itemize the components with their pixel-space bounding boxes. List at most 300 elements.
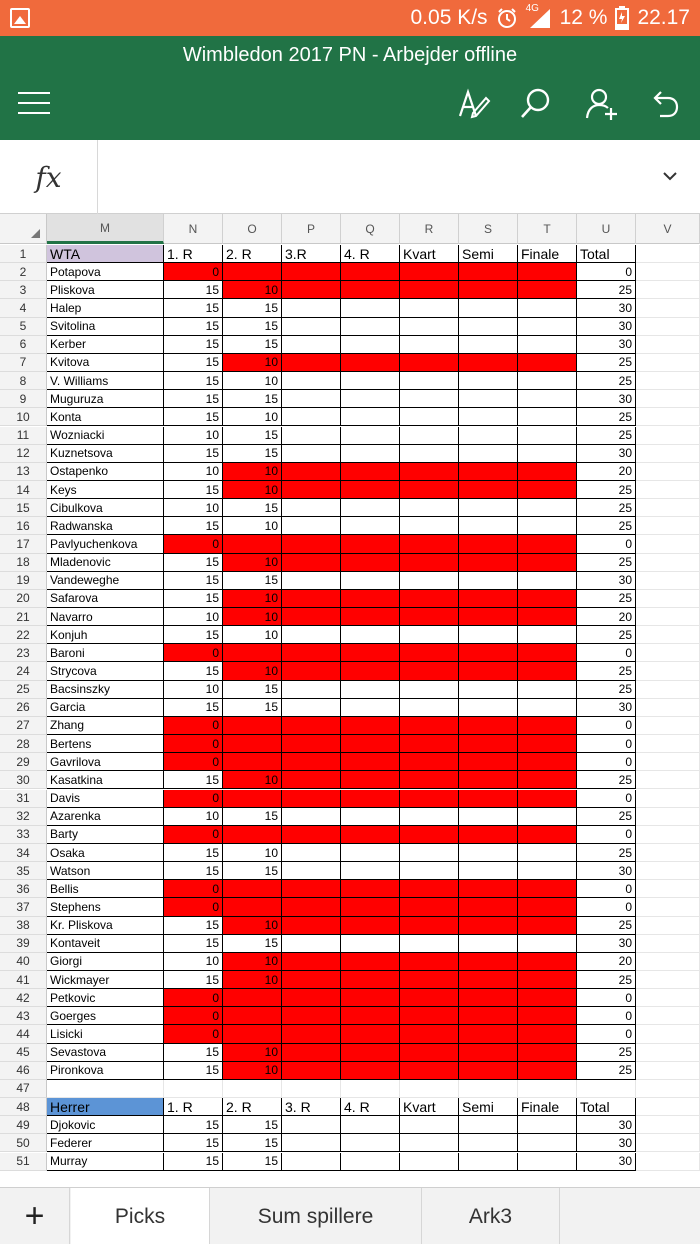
- cell[interactable]: [636, 790, 700, 808]
- round1-cell[interactable]: 15: [164, 862, 223, 880]
- row-number[interactable]: 18: [0, 554, 47, 572]
- row-number[interactable]: 26: [0, 699, 47, 717]
- round-cell[interactable]: [341, 644, 400, 662]
- round-cell[interactable]: [282, 681, 341, 699]
- round-cell[interactable]: [518, 608, 577, 626]
- round2-cell[interactable]: [223, 535, 282, 553]
- cell[interactable]: [636, 626, 700, 644]
- row-number[interactable]: 39: [0, 935, 47, 953]
- round-cell[interactable]: [282, 354, 341, 372]
- round-cell[interactable]: [459, 1134, 518, 1152]
- round-cell[interactable]: [400, 517, 459, 535]
- round2-cell[interactable]: 15: [223, 390, 282, 408]
- round-cell[interactable]: [400, 971, 459, 989]
- round-cell[interactable]: [341, 499, 400, 517]
- total-cell[interactable]: 25: [577, 844, 636, 862]
- total-cell[interactable]: 25: [577, 1062, 636, 1080]
- total-cell[interactable]: 0: [577, 989, 636, 1007]
- round2-cell[interactable]: [223, 263, 282, 281]
- total-cell[interactable]: 20: [577, 953, 636, 971]
- cell[interactable]: [164, 1080, 223, 1098]
- player-name-cell[interactable]: Cibulkova: [47, 499, 164, 517]
- round-cell[interactable]: [459, 917, 518, 935]
- total-cell[interactable]: 0: [577, 1007, 636, 1025]
- total-cell[interactable]: 0: [577, 644, 636, 662]
- total-cell[interactable]: 0: [577, 880, 636, 898]
- section-title-cell[interactable]: WTA: [47, 245, 164, 263]
- row-number[interactable]: 45: [0, 1044, 47, 1062]
- round-cell[interactable]: [518, 263, 577, 281]
- player-name-cell[interactable]: Barty: [47, 826, 164, 844]
- cell[interactable]: [636, 554, 700, 572]
- round-cell[interactable]: [400, 263, 459, 281]
- total-cell[interactable]: 30: [577, 572, 636, 590]
- round-cell[interactable]: [282, 1153, 341, 1171]
- cell[interactable]: [636, 935, 700, 953]
- round1-cell[interactable]: 15: [164, 971, 223, 989]
- column-header-n[interactable]: N: [164, 214, 223, 244]
- round-cell[interactable]: [518, 390, 577, 408]
- cell[interactable]: [636, 844, 700, 862]
- round-cell[interactable]: [459, 898, 518, 916]
- round-cell[interactable]: [282, 971, 341, 989]
- round-cell[interactable]: [282, 844, 341, 862]
- row-number[interactable]: 23: [0, 644, 47, 662]
- cell[interactable]: [341, 1080, 400, 1098]
- row-number[interactable]: 43: [0, 1007, 47, 1025]
- total-cell[interactable]: 30: [577, 445, 636, 463]
- round-cell[interactable]: [341, 463, 400, 481]
- round2-cell[interactable]: 15: [223, 935, 282, 953]
- round1-cell[interactable]: 15: [164, 481, 223, 499]
- round-cell[interactable]: [341, 445, 400, 463]
- row-number[interactable]: 21: [0, 608, 47, 626]
- round-cell[interactable]: [400, 681, 459, 699]
- round-cell[interactable]: [341, 989, 400, 1007]
- tab-picks[interactable]: Picks: [71, 1188, 210, 1244]
- round2-cell[interactable]: 10: [223, 626, 282, 644]
- round1-cell[interactable]: 10: [164, 608, 223, 626]
- round-cell[interactable]: [282, 808, 341, 826]
- round-cell[interactable]: [400, 608, 459, 626]
- round1-cell[interactable]: 10: [164, 463, 223, 481]
- round-cell[interactable]: [400, 408, 459, 426]
- round1-cell[interactable]: 15: [164, 554, 223, 572]
- row-number[interactable]: 41: [0, 971, 47, 989]
- round-cell[interactable]: [282, 572, 341, 590]
- cell[interactable]: [636, 953, 700, 971]
- round-cell[interactable]: [459, 953, 518, 971]
- round-cell[interactable]: [282, 499, 341, 517]
- round-cell[interactable]: [518, 517, 577, 535]
- round1-cell[interactable]: 15: [164, 372, 223, 390]
- player-name-cell[interactable]: Strycova: [47, 662, 164, 680]
- round-cell[interactable]: [459, 880, 518, 898]
- total-cell[interactable]: 20: [577, 608, 636, 626]
- round-cell[interactable]: [518, 445, 577, 463]
- round-cell[interactable]: [518, 408, 577, 426]
- player-name-cell[interactable]: Mladenovic: [47, 554, 164, 572]
- round1-cell[interactable]: 15: [164, 935, 223, 953]
- round-cell[interactable]: [518, 535, 577, 553]
- round-cell[interactable]: [518, 572, 577, 590]
- total-cell[interactable]: 25: [577, 517, 636, 535]
- round2-cell[interactable]: 10: [223, 971, 282, 989]
- round-cell[interactable]: [341, 826, 400, 844]
- cell[interactable]: [636, 318, 700, 336]
- cell[interactable]: [282, 1080, 341, 1098]
- round-cell[interactable]: [341, 953, 400, 971]
- round-cell[interactable]: [282, 263, 341, 281]
- round-cell[interactable]: [400, 481, 459, 499]
- round-cell[interactable]: [341, 427, 400, 445]
- round-cell[interactable]: [459, 318, 518, 336]
- round1-cell[interactable]: 15: [164, 572, 223, 590]
- round-cell[interactable]: [341, 790, 400, 808]
- total-cell[interactable]: 25: [577, 281, 636, 299]
- round-cell[interactable]: [459, 753, 518, 771]
- total-cell[interactable]: 0: [577, 898, 636, 916]
- round1-cell[interactable]: 15: [164, 318, 223, 336]
- round-cell[interactable]: [518, 735, 577, 753]
- round-cell[interactable]: [518, 372, 577, 390]
- cell[interactable]: [636, 681, 700, 699]
- round-header-cell[interactable]: 3.R: [282, 245, 341, 263]
- cell[interactable]: [636, 590, 700, 608]
- round2-cell[interactable]: 10: [223, 281, 282, 299]
- cell[interactable]: [459, 1080, 518, 1098]
- total-cell[interactable]: 0: [577, 535, 636, 553]
- cell[interactable]: [636, 427, 700, 445]
- round-cell[interactable]: [341, 1153, 400, 1171]
- round-cell[interactable]: [459, 1044, 518, 1062]
- row-number[interactable]: 2: [0, 263, 47, 281]
- cell[interactable]: [636, 771, 700, 789]
- round-cell[interactable]: [459, 735, 518, 753]
- total-cell[interactable]: 0: [577, 263, 636, 281]
- round2-cell[interactable]: 10: [223, 408, 282, 426]
- round-cell[interactable]: [459, 299, 518, 317]
- total-cell[interactable]: 25: [577, 408, 636, 426]
- round1-cell[interactable]: 15: [164, 336, 223, 354]
- cell[interactable]: [636, 753, 700, 771]
- round-cell[interactable]: [400, 753, 459, 771]
- round1-cell[interactable]: 10: [164, 681, 223, 699]
- player-name-cell[interactable]: Petkovic: [47, 989, 164, 1007]
- row-number[interactable]: 48: [0, 1098, 47, 1116]
- round-cell[interactable]: [518, 590, 577, 608]
- round2-cell[interactable]: [223, 826, 282, 844]
- round-cell[interactable]: [518, 898, 577, 916]
- round-cell[interactable]: [459, 626, 518, 644]
- round-cell[interactable]: [400, 372, 459, 390]
- player-name-cell[interactable]: Goerges: [47, 1007, 164, 1025]
- round-cell[interactable]: [459, 989, 518, 1007]
- player-name-cell[interactable]: Azarenka: [47, 808, 164, 826]
- round1-cell[interactable]: 15: [164, 281, 223, 299]
- round2-cell[interactable]: 10: [223, 608, 282, 626]
- total-cell[interactable]: 20: [577, 463, 636, 481]
- row-number[interactable]: 25: [0, 681, 47, 699]
- player-name-cell[interactable]: Radwanska: [47, 517, 164, 535]
- player-name-cell[interactable]: Bertens: [47, 735, 164, 753]
- row-number[interactable]: 5: [0, 318, 47, 336]
- round-cell[interactable]: [459, 699, 518, 717]
- player-name-cell[interactable]: Halep: [47, 299, 164, 317]
- round-cell[interactable]: [400, 318, 459, 336]
- round-cell[interactable]: [518, 1116, 577, 1134]
- round-cell[interactable]: [400, 935, 459, 953]
- round1-cell[interactable]: 0: [164, 535, 223, 553]
- round-cell[interactable]: [400, 953, 459, 971]
- round-header-cell[interactable]: Total: [577, 1098, 636, 1116]
- total-cell[interactable]: 30: [577, 318, 636, 336]
- row-number[interactable]: 47: [0, 1080, 47, 1098]
- round-cell[interactable]: [400, 281, 459, 299]
- tab-sum-spillere[interactable]: Sum spillere: [210, 1188, 422, 1244]
- round-cell[interactable]: [518, 626, 577, 644]
- round-cell[interactable]: [518, 917, 577, 935]
- round-cell[interactable]: [400, 735, 459, 753]
- player-name-cell[interactable]: Potapova: [47, 263, 164, 281]
- column-header-r[interactable]: R: [400, 214, 459, 244]
- round-cell[interactable]: [282, 1007, 341, 1025]
- player-name-cell[interactable]: Svitolina: [47, 318, 164, 336]
- round-cell[interactable]: [400, 699, 459, 717]
- round-cell[interactable]: [282, 535, 341, 553]
- round-cell[interactable]: [518, 1134, 577, 1152]
- round-cell[interactable]: [341, 1062, 400, 1080]
- round-cell[interactable]: [282, 481, 341, 499]
- round-cell[interactable]: [518, 318, 577, 336]
- round-header-cell[interactable]: Semi: [459, 245, 518, 263]
- round-cell[interactable]: [341, 354, 400, 372]
- round1-cell[interactable]: 10: [164, 427, 223, 445]
- cell[interactable]: [636, 263, 700, 281]
- round-cell[interactable]: [518, 935, 577, 953]
- cell[interactable]: [636, 463, 700, 481]
- row-number[interactable]: 50: [0, 1134, 47, 1152]
- cell[interactable]: [636, 917, 700, 935]
- round-cell[interactable]: [459, 808, 518, 826]
- round1-cell[interactable]: 10: [164, 953, 223, 971]
- round-cell[interactable]: [459, 427, 518, 445]
- round2-cell[interactable]: 15: [223, 427, 282, 445]
- column-header-q[interactable]: Q: [341, 214, 400, 244]
- cell[interactable]: [636, 717, 700, 735]
- round-cell[interactable]: [400, 1025, 459, 1043]
- total-cell[interactable]: 25: [577, 808, 636, 826]
- round-cell[interactable]: [459, 608, 518, 626]
- round1-cell[interactable]: 15: [164, 1153, 223, 1171]
- round-cell[interactable]: [400, 1153, 459, 1171]
- round2-cell[interactable]: 15: [223, 499, 282, 517]
- round-cell[interactable]: [282, 336, 341, 354]
- round-cell[interactable]: [518, 1025, 577, 1043]
- round-cell[interactable]: [282, 1044, 341, 1062]
- round-cell[interactable]: [282, 753, 341, 771]
- cell[interactable]: [636, 1044, 700, 1062]
- round2-cell[interactable]: 15: [223, 572, 282, 590]
- round2-cell[interactable]: 15: [223, 699, 282, 717]
- player-name-cell[interactable]: Djokovic: [47, 1116, 164, 1134]
- row-number[interactable]: 29: [0, 753, 47, 771]
- round-cell[interactable]: [518, 644, 577, 662]
- round-header-cell[interactable]: Kvart: [400, 245, 459, 263]
- round-cell[interactable]: [282, 917, 341, 935]
- round2-cell[interactable]: [223, 1007, 282, 1025]
- row-number[interactable]: 8: [0, 372, 47, 390]
- player-name-cell[interactable]: Sevastova: [47, 1044, 164, 1062]
- cell[interactable]: [636, 354, 700, 372]
- total-cell[interactable]: 25: [577, 971, 636, 989]
- cell[interactable]: [636, 1098, 700, 1116]
- round2-cell[interactable]: [223, 989, 282, 1007]
- round2-cell[interactable]: 10: [223, 1044, 282, 1062]
- round-cell[interactable]: [341, 554, 400, 572]
- round-cell[interactable]: [400, 917, 459, 935]
- row-number[interactable]: 20: [0, 590, 47, 608]
- round2-cell[interactable]: 10: [223, 481, 282, 499]
- total-cell[interactable]: 30: [577, 935, 636, 953]
- round-cell[interactable]: [518, 427, 577, 445]
- player-name-cell[interactable]: Bacsinszky: [47, 681, 164, 699]
- round-cell[interactable]: [459, 1025, 518, 1043]
- round-cell[interactable]: [518, 1007, 577, 1025]
- round2-cell[interactable]: 10: [223, 554, 282, 572]
- round-cell[interactable]: [400, 844, 459, 862]
- round-cell[interactable]: [282, 1062, 341, 1080]
- round-cell[interactable]: [459, 499, 518, 517]
- round-cell[interactable]: [400, 445, 459, 463]
- round-cell[interactable]: [400, 662, 459, 680]
- player-name-cell[interactable]: Ostapenko: [47, 463, 164, 481]
- cell[interactable]: [636, 862, 700, 880]
- round-cell[interactable]: [400, 771, 459, 789]
- total-cell[interactable]: 25: [577, 917, 636, 935]
- cell[interactable]: [47, 1080, 164, 1098]
- round-cell[interactable]: [400, 1062, 459, 1080]
- round-header-cell[interactable]: 4. R: [341, 1098, 400, 1116]
- round-cell[interactable]: [341, 1116, 400, 1134]
- round2-cell[interactable]: [223, 880, 282, 898]
- round-header-cell[interactable]: 1. R: [164, 1098, 223, 1116]
- cell[interactable]: [636, 735, 700, 753]
- round1-cell[interactable]: 0: [164, 1025, 223, 1043]
- round1-cell[interactable]: 0: [164, 735, 223, 753]
- row-number[interactable]: 40: [0, 953, 47, 971]
- player-name-cell[interactable]: Konjuh: [47, 626, 164, 644]
- player-name-cell[interactable]: Bellis: [47, 880, 164, 898]
- round1-cell[interactable]: 10: [164, 499, 223, 517]
- round-cell[interactable]: [518, 753, 577, 771]
- round1-cell[interactable]: 0: [164, 1007, 223, 1025]
- round-header-cell[interactable]: Finale: [518, 245, 577, 263]
- cell[interactable]: [577, 1080, 636, 1098]
- round-cell[interactable]: [459, 263, 518, 281]
- player-name-cell[interactable]: Pliskova: [47, 281, 164, 299]
- total-cell[interactable]: 25: [577, 372, 636, 390]
- round2-cell[interactable]: 15: [223, 445, 282, 463]
- column-header-t[interactable]: T: [518, 214, 577, 244]
- round-cell[interactable]: [459, 717, 518, 735]
- row-number[interactable]: 12: [0, 445, 47, 463]
- round-cell[interactable]: [282, 445, 341, 463]
- cell[interactable]: [223, 1080, 282, 1098]
- round-cell[interactable]: [400, 862, 459, 880]
- round-cell[interactable]: [459, 572, 518, 590]
- round-cell[interactable]: [341, 1025, 400, 1043]
- row-number[interactable]: 36: [0, 880, 47, 898]
- round-cell[interactable]: [459, 644, 518, 662]
- round-cell[interactable]: [341, 753, 400, 771]
- round-header-cell[interactable]: 3. R: [282, 1098, 341, 1116]
- round1-cell[interactable]: 15: [164, 299, 223, 317]
- round-header-cell[interactable]: 2. R: [223, 245, 282, 263]
- player-name-cell[interactable]: Zhang: [47, 717, 164, 735]
- round-cell[interactable]: [400, 1134, 459, 1152]
- round-cell[interactable]: [459, 971, 518, 989]
- round-cell[interactable]: [400, 626, 459, 644]
- round-cell[interactable]: [459, 372, 518, 390]
- cell[interactable]: [636, 826, 700, 844]
- player-name-cell[interactable]: Giorgi: [47, 953, 164, 971]
- round2-cell[interactable]: [223, 790, 282, 808]
- round-cell[interactable]: [518, 463, 577, 481]
- cell[interactable]: [636, 408, 700, 426]
- cell[interactable]: [636, 1025, 700, 1043]
- round-cell[interactable]: [282, 771, 341, 789]
- player-name-cell[interactable]: Kvitova: [47, 354, 164, 372]
- round-cell[interactable]: [459, 662, 518, 680]
- round-cell[interactable]: [341, 299, 400, 317]
- pen-icon[interactable]: [456, 86, 492, 122]
- round-cell[interactable]: [459, 844, 518, 862]
- round-cell[interactable]: [341, 880, 400, 898]
- round-cell[interactable]: [341, 481, 400, 499]
- player-name-cell[interactable]: Kerber: [47, 336, 164, 354]
- round-cell[interactable]: [282, 554, 341, 572]
- share-user-icon[interactable]: [584, 86, 620, 122]
- player-name-cell[interactable]: Garcia: [47, 699, 164, 717]
- round-cell[interactable]: [341, 917, 400, 935]
- round2-cell[interactable]: [223, 753, 282, 771]
- round-cell[interactable]: [400, 808, 459, 826]
- total-cell[interactable]: 0: [577, 1025, 636, 1043]
- round-cell[interactable]: [518, 971, 577, 989]
- row-number[interactable]: 19: [0, 572, 47, 590]
- round-cell[interactable]: [282, 1025, 341, 1043]
- row-number[interactable]: 34: [0, 844, 47, 862]
- total-cell[interactable]: 25: [577, 590, 636, 608]
- round-cell[interactable]: [459, 1116, 518, 1134]
- round-cell[interactable]: [282, 1116, 341, 1134]
- round-cell[interactable]: [282, 644, 341, 662]
- round-cell[interactable]: [400, 354, 459, 372]
- round2-cell[interactable]: 15: [223, 1153, 282, 1171]
- cell[interactable]: [636, 880, 700, 898]
- row-number[interactable]: 31: [0, 790, 47, 808]
- round1-cell[interactable]: 15: [164, 1044, 223, 1062]
- round-cell[interactable]: [518, 681, 577, 699]
- round-cell[interactable]: [341, 898, 400, 916]
- round-cell[interactable]: [341, 862, 400, 880]
- round-cell[interactable]: [400, 427, 459, 445]
- round-cell[interactable]: [518, 281, 577, 299]
- round-cell[interactable]: [400, 463, 459, 481]
- column-header-u[interactable]: U: [577, 214, 636, 244]
- round-cell[interactable]: [518, 717, 577, 735]
